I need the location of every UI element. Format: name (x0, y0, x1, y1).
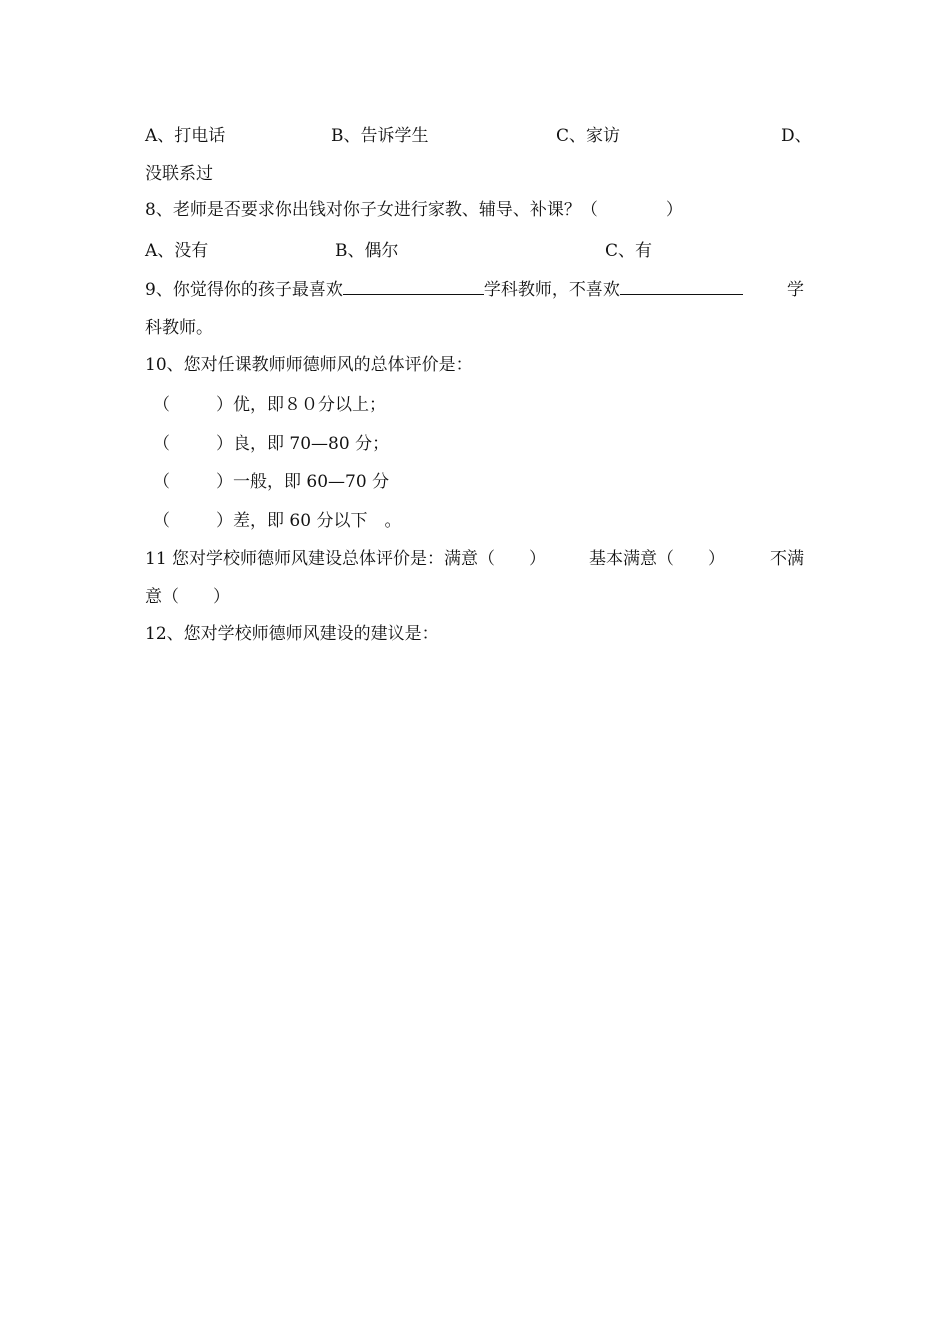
q7-option-d-continued: 没联系过 (145, 164, 213, 184)
q10-question: 10、您对任课教师师德师风的总体评价是： (145, 355, 473, 375)
q11-text-2: 基本满意（ ） (589, 549, 725, 569)
q11-text-1: 11 您对学校师德师风建设总体评价是：满意（ ） (145, 549, 547, 569)
q8-option-a: A、没有 (145, 241, 209, 261)
q9-favorite-blank[interactable] (343, 276, 484, 295)
q9-line (145, 275, 743, 300)
q9-text-3: 学 (787, 280, 804, 300)
q7-option-c: C、家访 (556, 126, 621, 146)
q10-paren-open: （ (153, 434, 170, 454)
q10-option-average (153, 467, 389, 492)
q11-text-4: 意（ ） (145, 587, 230, 607)
q7-option-d: D、 (781, 126, 812, 146)
q7-option-b: B、告诉学生 (331, 126, 429, 146)
q12-question: 12、您对学校师德师风建设的建议是： (145, 624, 439, 644)
q11-text-3: 不满 (770, 549, 804, 569)
q9-text-4: 科教师。 (145, 318, 213, 338)
q10-option-label: ）差，即 60 分以下 。 (216, 511, 402, 531)
q10-paren-open: （ (153, 472, 170, 492)
q10-option-poor (153, 506, 401, 531)
q10-option-label: ）良，即 70—80 分； (216, 434, 390, 454)
q10-option-label: ）一般，即 60—70 分 (216, 472, 390, 492)
q8-option-c: C、有 (605, 241, 653, 261)
q10-option-good (153, 429, 389, 454)
q9-text-1: 9、你觉得你的孩子最喜欢 (145, 280, 343, 300)
q9-dislike-blank[interactable] (620, 276, 743, 295)
q10-paren-open: （ (153, 395, 170, 415)
q9-text-2: 学科教师，不喜欢 (483, 280, 620, 300)
q10-option-label: ）优，即８０分以上； (216, 395, 386, 415)
q8-question: 8、老师是否要求你出钱对你子女进行家教、辅导、补课？（ ） (145, 200, 683, 220)
q10-option-excellent (153, 390, 386, 415)
q8-option-b: B、偶尔 (335, 241, 399, 261)
q10-paren-open: （ (153, 511, 170, 531)
q7-option-a: A、打电话 (145, 126, 226, 146)
